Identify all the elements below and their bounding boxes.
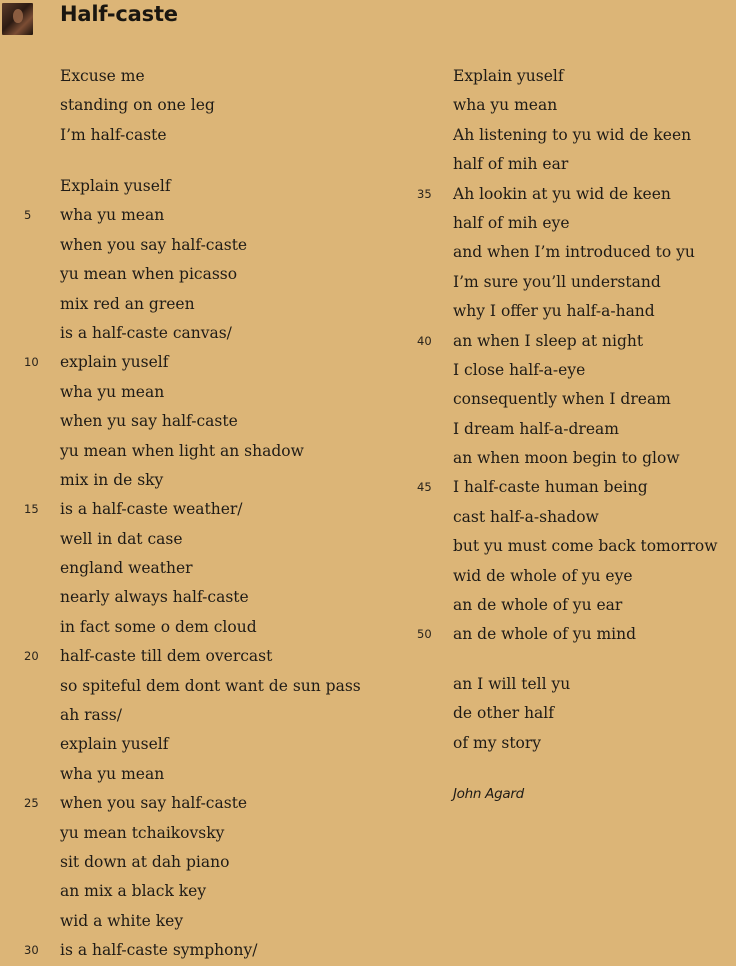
line-text: an I will tell yu — [453, 675, 571, 693]
line-text: wha yu mean — [453, 96, 558, 115]
poem-line — [453, 532, 718, 561]
poem-line — [60, 466, 361, 495]
poem-line — [453, 729, 570, 758]
line-text: an when moon begin to glow — [453, 449, 680, 468]
line-text: of my story — [453, 733, 542, 752]
poem-line — [453, 670, 570, 699]
line-number: 10 — [24, 355, 39, 370]
line-text: an when I sleep at night — [453, 331, 644, 350]
poem-line — [24, 348, 361, 377]
poem-line — [60, 319, 361, 348]
line-text: cast half-a-shadow — [453, 507, 599, 526]
line-text: ah rass/ — [60, 706, 122, 725]
col1-stanza-1 — [60, 62, 215, 150]
poem-line — [24, 642, 361, 671]
poem-line — [60, 613, 361, 642]
poem-line — [453, 150, 718, 179]
line-text: Excuse me — [60, 67, 145, 85]
line-text: Ah listening to yu wid de keen — [453, 125, 692, 144]
poem-line — [60, 378, 361, 407]
line-text: an mix a black key — [60, 882, 207, 901]
poem-line — [417, 473, 718, 502]
line-text: england weather — [60, 559, 193, 578]
line-text: I half-caste human being — [453, 478, 648, 497]
line-text: half of mih ear — [453, 155, 569, 174]
poet-thumbnail-image — [2, 3, 33, 35]
poem-line — [453, 415, 718, 444]
line-text: I’m half-caste — [60, 125, 167, 144]
line-text: when you say half-caste — [60, 794, 248, 813]
line-number: 15 — [24, 502, 39, 517]
line-text: explain yuself — [60, 735, 169, 754]
poem-line — [60, 583, 361, 612]
col1-stanza-2 — [24, 172, 361, 966]
line-text: wha yu mean — [60, 764, 165, 783]
poem-line — [60, 672, 361, 701]
poem-title: Half-caste — [60, 2, 178, 26]
poem-line — [417, 620, 718, 649]
line-text: why I offer yu half-a-hand — [453, 302, 655, 321]
poem-line — [453, 356, 718, 385]
poem-line — [417, 180, 718, 209]
line-text: half of mih eye — [453, 213, 570, 232]
line-text: so spiteful dem dont want de sun pass — [60, 676, 361, 695]
line-text: wid de whole of yu eye — [453, 566, 633, 585]
line-number: 45 — [417, 480, 432, 495]
line-text: consequently when I dream — [453, 390, 671, 409]
line-text: when yu say half-caste — [60, 412, 238, 431]
line-text: wha yu mean — [60, 382, 165, 401]
line-text: explain yuself — [60, 353, 169, 372]
line-text: an de whole of yu ear — [453, 596, 623, 615]
poem-line — [60, 848, 361, 877]
line-text: half-caste till dem overcast — [60, 647, 273, 666]
line-text: I close half-a-eye — [453, 360, 586, 379]
line-text: Explain yuself — [453, 67, 564, 85]
poem-line — [60, 730, 361, 759]
line-text: I dream half-a-dream — [453, 419, 619, 438]
poem-line — [24, 936, 361, 965]
poem-line — [60, 525, 361, 554]
poem-line — [453, 297, 718, 326]
poem-line — [453, 238, 718, 267]
poem-line — [453, 562, 718, 591]
poem-line — [60, 701, 361, 730]
line-number: 40 — [417, 333, 432, 348]
poem-line — [453, 91, 718, 120]
poem-line — [453, 268, 718, 297]
poem-line — [60, 121, 215, 150]
poem-line — [453, 62, 718, 91]
line-text: Explain yuself — [60, 177, 171, 195]
line-text: an de whole of yu mind — [453, 625, 637, 644]
line-text: is a half-caste weather/ — [60, 500, 243, 519]
poem-line — [60, 760, 361, 789]
poem-line — [60, 907, 361, 936]
poem-line — [60, 877, 361, 906]
poem-line — [453, 591, 718, 620]
line-number: 25 — [24, 796, 39, 811]
line-text: de other half — [453, 704, 554, 723]
line-number: 30 — [24, 943, 39, 958]
poem-line — [453, 121, 718, 150]
poem-line — [60, 172, 361, 201]
poem-line — [60, 260, 361, 289]
poem-line — [24, 495, 361, 524]
line-text: wid a white key — [60, 911, 184, 930]
poem-line — [60, 819, 361, 848]
poem-line — [453, 385, 718, 414]
line-text: but yu must come back tomorrow — [453, 537, 718, 556]
line-text: mix red an green — [60, 294, 195, 313]
line-text: I’m sure you’ll understand — [453, 272, 661, 291]
poem-line — [24, 789, 361, 818]
poem-line — [453, 209, 718, 238]
poem-line — [24, 201, 361, 230]
author-signature: John Agard — [453, 786, 524, 802]
poem-line — [453, 503, 718, 532]
line-text: yu mean when picasso — [60, 265, 238, 284]
poem-line — [453, 699, 570, 728]
poem-line — [60, 407, 361, 436]
poem-line — [417, 327, 718, 356]
line-text: well in dat case — [60, 529, 183, 548]
line-text: sit down at dah piano — [60, 852, 230, 871]
line-number: 5 — [24, 208, 32, 223]
line-text: in fact some o dem cloud — [60, 617, 257, 636]
line-text: wha yu mean — [60, 206, 165, 225]
line-text: is a half-caste symphony/ — [60, 941, 258, 960]
line-text: standing on one leg — [60, 96, 215, 115]
line-text: when you say half-caste — [60, 235, 248, 254]
line-number: 50 — [417, 627, 432, 642]
poem-line — [60, 290, 361, 319]
line-text: mix in de sky — [60, 470, 164, 489]
poem-line — [453, 444, 718, 473]
poem-line — [60, 91, 215, 120]
col2-stanza-1 — [417, 62, 718, 650]
poem-line — [60, 554, 361, 583]
line-text: Ah lookin at yu wid de keen — [453, 184, 671, 203]
line-text: yu mean when light an shadow — [60, 441, 304, 460]
col2-stanza-2 — [453, 670, 570, 758]
line-number: 20 — [24, 649, 39, 664]
line-text: nearly always half-caste — [60, 588, 249, 607]
line-text: yu mean tchaikovsky — [60, 823, 225, 842]
line-text: and when I’m introduced to yu — [453, 243, 695, 262]
line-number: 35 — [417, 186, 432, 201]
poem-line — [60, 231, 361, 260]
poem-line — [60, 437, 361, 466]
poem-line — [60, 62, 215, 91]
line-text: is a half-caste canvas/ — [60, 323, 232, 342]
